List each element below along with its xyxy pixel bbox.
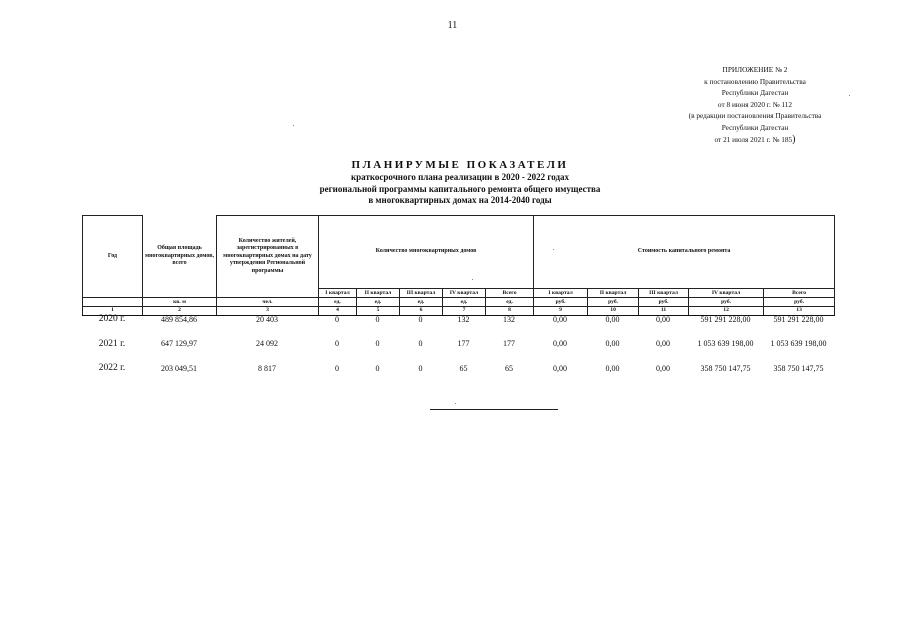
cell-cost-q1: 0,00 (553, 339, 567, 349)
cell-houses-q3: 0 (418, 339, 423, 349)
unit-houses: ед. (486, 298, 534, 307)
closing-bracket: ) (792, 133, 796, 145)
appendix-line: от 8 июня 2020 г. № 112 (717, 99, 793, 109)
col-number: 4 (319, 307, 357, 316)
col-number: 11 (639, 307, 689, 316)
cell-cost-q2: 0,00 (605, 314, 620, 324)
table-row (82, 307, 834, 332)
col-number: 7 (443, 307, 486, 316)
appendix-block (650, 64, 860, 145)
unit-houses: ед. (319, 298, 357, 307)
cell-cost-q1: 0,00 (553, 363, 567, 373)
cell-houses-q2: 0 (375, 363, 380, 373)
appendix-title: ПРИЛОЖЕНИЕ № 2 (722, 65, 788, 74)
table-row (82, 356, 834, 381)
header-residents: Количество жителей, зарегистрированных в многоквартирных домах на дату утверждения Региональной программы (217, 216, 319, 298)
header-area: Общая площадь многоквартирных домов, всего (143, 216, 217, 298)
cell-residents: 20 403 (256, 314, 278, 324)
cell-houses-q4: 132 (457, 314, 470, 324)
indicators-table-body (82, 307, 834, 381)
cell-cost-q1: 0,00 (553, 314, 567, 324)
unit-cost: руб. (588, 298, 639, 307)
col-number: 2 (143, 307, 217, 316)
header-cost-q2: II квартал (588, 289, 639, 298)
cell-year: 2020 г. (98, 314, 126, 325)
unit-cost: руб. (534, 298, 588, 307)
header-houses-total: Всего (486, 289, 534, 298)
unit-houses: ед. (400, 298, 443, 307)
cell-residents: 8 817 (258, 363, 276, 373)
unit-cost: руб. (639, 298, 689, 307)
col-number: 6 (400, 307, 443, 316)
header-houses-q3: III квартал (400, 289, 443, 298)
cell-residents: 24 092 (256, 339, 278, 349)
cell-houses-q4: 177 (457, 339, 470, 349)
cell-houses-q1: 0 (335, 314, 339, 324)
scan-speck (849, 95, 850, 96)
scan-speck (553, 249, 554, 250)
cell-houses-total: 177 (503, 339, 515, 349)
cell-cost-q4: 1 053 639 198,00 (697, 339, 754, 349)
cell-houses-q1: 0 (335, 363, 339, 373)
indicators-table-header (82, 215, 835, 316)
cell-cost-q4: 358 750 147,75 (700, 363, 751, 373)
header-year: Год (83, 216, 143, 298)
col-number: 3 (217, 307, 319, 316)
scan-speck (293, 125, 294, 126)
cell-houses-q3: 0 (418, 363, 423, 373)
cell-houses-q2: 0 (375, 339, 380, 349)
cell-area: 647 129,97 (161, 339, 197, 349)
cell-cost-total: 1 053 639 198,00 (770, 339, 827, 349)
page-number: 11 (447, 20, 458, 31)
col-number: 8 (486, 307, 534, 316)
title-line: краткосрочного плана реализации в 2020 - 2022 годах (350, 172, 569, 182)
unit-cost: руб. (689, 298, 764, 307)
title-line: региональной программы капитального ремонта общего имущества (319, 183, 601, 194)
header-cost-q3: III квартал (639, 289, 689, 298)
unit-houses: ед. (357, 298, 400, 307)
cell-houses-total: 132 (503, 314, 515, 324)
appendix-date: от 21 июля 2021 г. № 185 (714, 134, 793, 144)
appendix-line: Республики Дагестан (721, 88, 789, 98)
header-houses-group: Количество многоквартирных домов (319, 216, 534, 289)
cell-cost-total: 591 291 228,00 (773, 314, 824, 324)
cell-year: 2022 г. (98, 363, 126, 374)
col-number: 13 (764, 307, 835, 316)
header-cost-q4: IV квартал (689, 289, 764, 298)
appendix-line (650, 134, 860, 146)
title-line: в многоквартирных домах на 2014-2040 годы (368, 195, 552, 205)
col-number: 10 (588, 307, 639, 316)
col-number: 12 (689, 307, 764, 316)
col-number: 1 (83, 307, 143, 316)
cell-houses-q1: 0 (335, 339, 339, 349)
cell-area: 489 854,86 (161, 314, 197, 324)
title-main: ПЛАНИРУМЫЕ ПОКАЗАТЕЛИ (351, 159, 569, 171)
cell-houses-q2: 0 (375, 314, 380, 324)
appendix-line: (в редакции постановления Правительства (688, 111, 822, 121)
unit-houses: ед. (443, 298, 486, 307)
unit-year-empty (83, 298, 143, 307)
document-title (250, 159, 670, 207)
unit-area: кв. м (143, 298, 217, 307)
cell-cost-q3: 0,00 (656, 314, 670, 324)
cell-cost-total: 358 750 147,75 (773, 363, 824, 373)
appendix-line: к постановлению Правительства (704, 76, 806, 86)
cell-cost-q3: 0,00 (656, 339, 670, 349)
cell-cost-q3: 0,00 (656, 363, 670, 373)
col-number: 5 (357, 307, 400, 316)
appendix-line: Республики Дагестан (721, 122, 789, 132)
cell-cost-q4: 591 291 228,00 (700, 314, 751, 324)
header-houses-q2: II квартал (357, 289, 400, 298)
cell-houses-q4: 65 (459, 363, 468, 373)
closing-divider (430, 409, 558, 410)
header-cost-q1: I квартал (534, 289, 588, 298)
scan-speck (472, 279, 473, 280)
unit-cost: руб. (764, 298, 835, 307)
header-cost-total: Всего (764, 289, 835, 298)
cell-area: 203 049,51 (161, 363, 197, 373)
header-houses-q1: I квартал (319, 289, 357, 298)
header-houses-q4: IV квартал (443, 289, 486, 298)
cell-houses-total: 65 (505, 363, 513, 373)
cell-cost-q2: 0,00 (605, 339, 620, 349)
cell-houses-q3: 0 (418, 314, 423, 324)
scan-speck (455, 403, 456, 404)
unit-residents: чел. (217, 298, 319, 307)
table-row (82, 332, 834, 357)
cell-year: 2021 г. (98, 338, 126, 349)
cell-cost-q2: 0,00 (605, 363, 620, 373)
col-number: 9 (534, 307, 588, 316)
header-cost-group: Стоимость капитального ремонта (534, 216, 835, 289)
